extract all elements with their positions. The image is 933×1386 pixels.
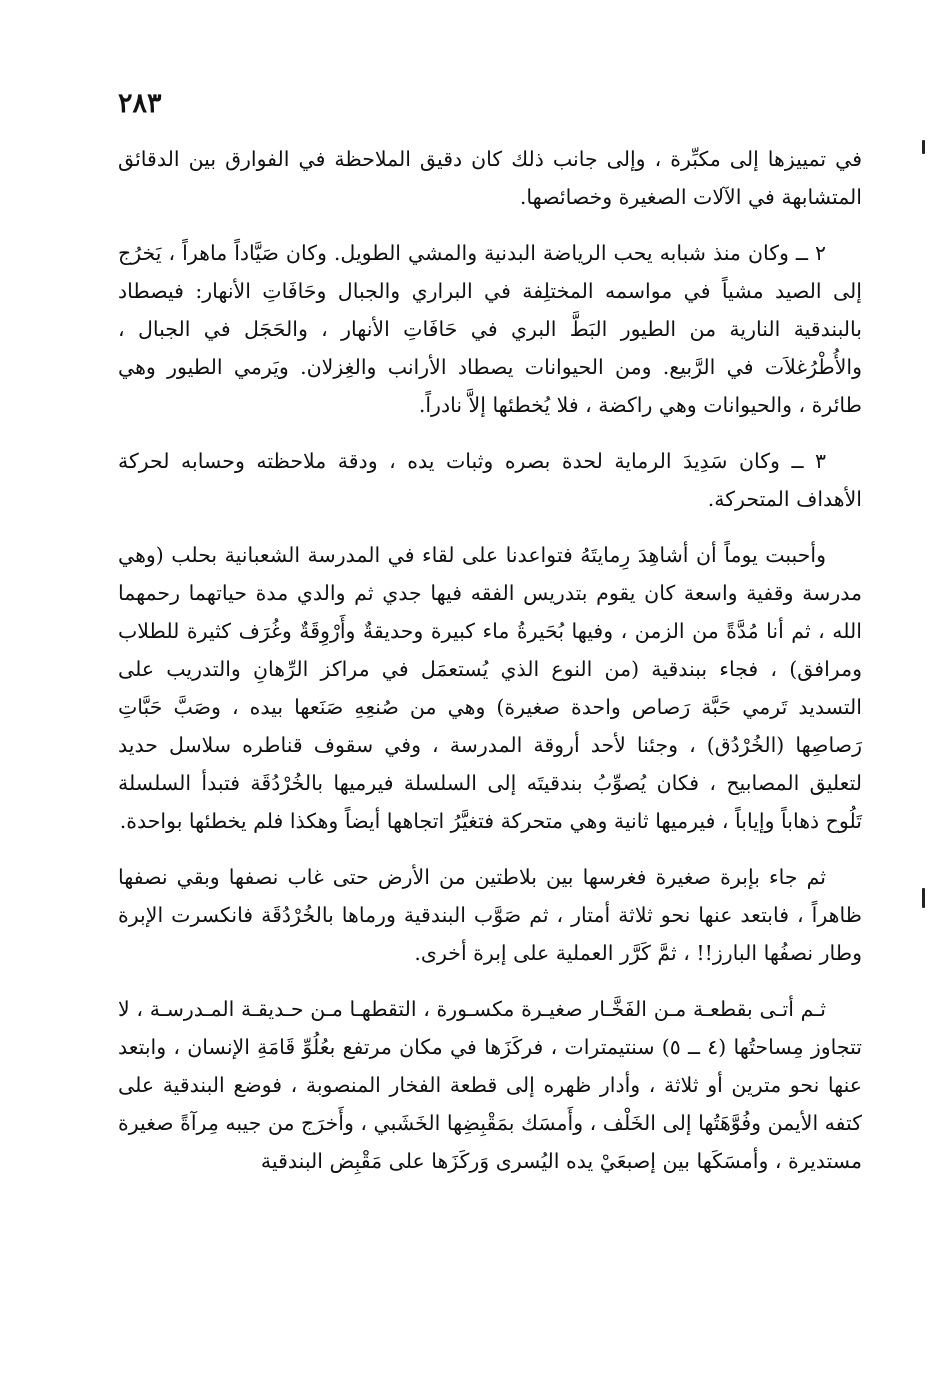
paragraph-item-3: ٣ ــ وكان سَدِيدَ الرماية لحدة بصره وثبات يده ، ودقة ملاحظته وحسابه لحركة الأهداف المتحركة. <box>118 449 862 511</box>
page-number: ٢٨٣ <box>118 88 162 119</box>
scan-edge-mark-top <box>922 140 925 154</box>
paragraph-needle: ثم جاء بإبرة صغيرة فغرسها بين بلاطتين من الأرض حتى غاب نصفها وبقي نصفها ظاهراً ، فابتعد عنها نحو ثلاثة أمتار ، ثم صَوَّب البندقية ورماها بالخُرْدُقَة فانكسرت الإبرة وطار نصفُها البارز!! ، ثمَّ كَرَّر العملية على إبرة أخرى. <box>118 865 862 965</box>
paragraph-shabaniya-school: وأحببت يوماً أن أشاهِدَ رِمايتَهُ فتواعدنا على لقاء في المدرسة الشعبانية بحلب (وهي مدرسة وقفية واسعة كان يقوم بتدريس الفقه فيها جدي ثم والدي مدة حياتهما رحمهما الله ، ثم أنا مُدَّةً من الزمن ، وفيها بُحَيرةُ ماء كبيرة وحديقةٌ وأَرْوِقَةٌ وغُرَف كثيرة للطلاب ومرافق) ، فجاء ببندقية (من النوع الذي يُستعمَل في مراكز الرِّهانِ والتدريب على التسديد تَرمي حَبَّة رَصاص واحدة صغيرة) وهي من صُنعِهِ صَنَعها بيده ، وصَبَّ حَبَّاتِ رَصاصِها (الخُرْدُق) ، وجئنا لأحد أروقة المدرسة ، وفي سقوف قناطره سلاسل حديد لتعليق المصابيح ، فكان يُصوِّبُ بندقيتَه إلى السلسلة فيرميها بالخُرْدُقَة فتبدأ السلسلة تَلُوح ذهاباً وإياباً ، فيرميها ثانية وهي متحركة فتغيَّرُ اتجاهها أيضاً وهكذا فلم يخطئها بواحدة. <box>118 543 862 833</box>
paragraph-pottery: ثـم أتـى بقطعـة مـن الفَخَّـار صغيـرة مكسـورة ، التقطهـا مـن حـديقـة المـدرسـة ، لا تتجاوز مِساحتُها (٤ ــ ٥) سنتيمترات ، فركَزَها في مكان مرتفع بعُلُوِّ قَامَةِ الإنسان ، وابتعد عنها نحو مترين أو ثلاثة ، وأدار ظهره إلى قطعة الفخار المنصوبة ، فوضع البندقية على كتفه الأيمن وفُوَّهَتُها إلى الخَلْف ، وأَمسَك بمَقْبِضِها الخَشَبي ، وأَخرَج من جيبه مِرآةً صغيرة مستديرة ، وأمسَكَها بين إصبعَيْ يده اليُسرى وَركَزَها على مَقْبِض البندقية <box>118 997 862 1173</box>
paragraph-item-2: ٢ ــ وكان منذ شبابه يحب الرياضة البدنية والمشي الطويل. وكان صَيَّاداً ماهراً ، يَخرُج إلى الصيد مشياً في مواسمه المختلِفة في البراري والجبال وحَافَاتِ الأنهار: فيصطاد بالبندقية النارية من الطيور البَطَّ البري في حَافَاتِ الأنهار ، والحَجَل في الجبال ، والأُطْرُغلاَت في الرَّبيع. ومن الحيوانات يصطاد الأرانب والغِزلان. ويَرمي الطيور وهي طائرة ، والحيوانات وهي راكضة ، فلا يُخطئها إلاَّ نادراً. <box>118 241 862 417</box>
body-text <box>118 140 862 1180</box>
scan-edge-mark-middle <box>922 888 925 908</box>
paragraph-continued: في تمييزها إلى مكبِّرة ، وإلى جانب ذلك كان دقيق الملاحظة في الفوارق بين الدقائق المتشابهة في الآلات الصغيرة وخصائصها. <box>118 147 862 209</box>
